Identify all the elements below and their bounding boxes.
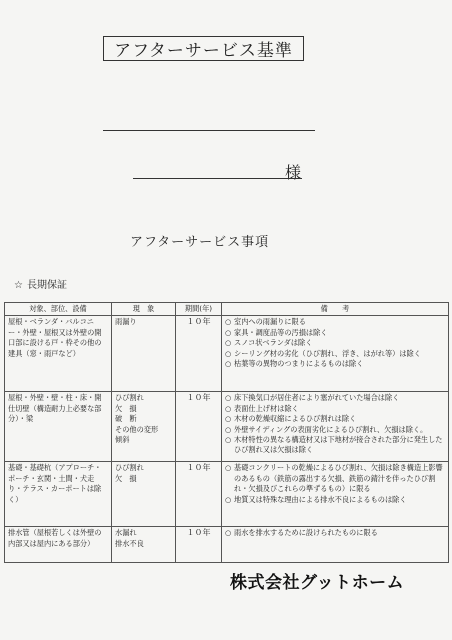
section-heading bbox=[14, 276, 67, 291]
circle-bullet-icon: ○ bbox=[225, 403, 232, 413]
table-row bbox=[5, 527, 449, 563]
row-period: １０年 bbox=[176, 527, 222, 563]
note-item bbox=[225, 435, 445, 456]
row-notes bbox=[222, 392, 449, 462]
header-period: 期間(年) bbox=[176, 303, 222, 316]
circle-bullet-icon: ○ bbox=[225, 348, 232, 358]
section-label: 長期保証 bbox=[26, 280, 67, 291]
header-phenomenon: 現 象 bbox=[112, 303, 176, 316]
honorific: 様 bbox=[285, 163, 302, 182]
table-header-row bbox=[5, 303, 449, 316]
header-target: 対象、部位、設備 bbox=[5, 303, 112, 316]
header-notes: 備 考 bbox=[222, 303, 449, 316]
table-row bbox=[5, 316, 449, 392]
customer-name-line bbox=[133, 178, 302, 179]
note-text: 床下換気口が居住者により塞がれていた場合は除く bbox=[234, 393, 400, 403]
phenomenon-item: 欠 損 bbox=[115, 403, 137, 413]
note-item bbox=[225, 338, 445, 348]
row-target: 排水管（屋根若しくは外壁の内部又は屋内にある部分） bbox=[5, 527, 112, 563]
row-period: １０年 bbox=[176, 462, 222, 527]
document-title bbox=[103, 36, 304, 61]
note-text: 地質又は特殊な理由による排水不良によるものは除く bbox=[234, 494, 407, 504]
row-phenomena bbox=[112, 462, 176, 527]
phenomenon-item: 水漏れ bbox=[115, 528, 137, 538]
circle-bullet-icon: ○ bbox=[225, 424, 232, 434]
row-period: １０年 bbox=[176, 316, 222, 392]
circle-bullet-icon: ○ bbox=[225, 359, 232, 369]
phenomenon-item: 傾斜 bbox=[115, 435, 130, 445]
note-item bbox=[225, 393, 445, 403]
note-item bbox=[225, 317, 445, 327]
circle-bullet-icon: ○ bbox=[225, 393, 232, 403]
phenomenon-item: ひび割れ bbox=[115, 393, 144, 403]
row-target: 屋根・ベランダ・バルコニー・外壁・屋根又は外壁の開口部に設ける戸・枠その他の建具（窓・雨戸など） bbox=[5, 316, 112, 392]
circle-bullet-icon: ○ bbox=[225, 494, 232, 504]
note-item bbox=[225, 404, 445, 414]
phenomenon-item: 欠 損 bbox=[115, 473, 137, 483]
note-text: シーリング材の劣化（ひび割れ、浮き、はがれ等）は除く bbox=[234, 348, 421, 358]
note-text: 基礎コンクリートの乾燥によるひび割れ、欠損は除き構造上影響のあるもの（鉄筋の露出する欠損、鉄筋の錆汁を伴ったひび割れ・欠損及びこれらの準ずるもの）に限る bbox=[234, 463, 443, 494]
table-row bbox=[5, 462, 449, 527]
note-item bbox=[225, 359, 445, 369]
row-notes bbox=[222, 527, 449, 563]
circle-bullet-icon: ○ bbox=[225, 435, 232, 445]
warranty-table bbox=[4, 302, 449, 563]
row-phenomena bbox=[112, 316, 176, 392]
company-name: 株式会社グットホーム bbox=[230, 573, 405, 593]
row-period: １０年 bbox=[176, 392, 222, 462]
circle-bullet-icon: ○ bbox=[225, 327, 232, 337]
note-text: 室内への雨漏りに限る bbox=[234, 317, 306, 327]
phenomenon-item: 破 断 bbox=[115, 414, 137, 424]
title-text: アフターサービス基準 bbox=[114, 41, 293, 61]
row-phenomena bbox=[112, 527, 176, 563]
row-target: 基礎・基礎杭（アプローチ・ポーチ・玄関・土間・犬走り・テラス・カーポートは除く） bbox=[5, 462, 112, 527]
note-text: 枯葉等の異物のつまりによるものは除く bbox=[234, 359, 364, 369]
phenomenon-item: 排水不良 bbox=[115, 538, 144, 548]
note-item bbox=[225, 463, 445, 494]
note-item bbox=[225, 349, 445, 359]
note-text: スノコ状ベランダは除く bbox=[234, 338, 313, 348]
note-text: 木材の乾燥収縮によるひび割れは除く bbox=[234, 414, 357, 424]
note-text: 家具・調度品等の汚損は除く bbox=[234, 327, 328, 337]
phenomenon-item: ひび割れ bbox=[115, 463, 144, 473]
note-item bbox=[225, 425, 445, 435]
note-item bbox=[225, 414, 445, 424]
table-row bbox=[5, 392, 449, 462]
circle-bullet-icon: ○ bbox=[225, 317, 232, 327]
circle-bullet-icon: ○ bbox=[225, 463, 232, 473]
phenomenon-item: 雨漏り bbox=[115, 317, 137, 327]
phenomenon-item: その他の変形 bbox=[115, 424, 159, 434]
row-notes bbox=[222, 462, 449, 527]
note-text: 表面仕上げ材は除く bbox=[234, 403, 299, 413]
star-icon: ☆ bbox=[14, 280, 23, 291]
note-item bbox=[225, 328, 445, 338]
note-text: 木材特性の異なる構造材又は下地材が接合された部分に発生したひび割れ又は欠損は除く bbox=[234, 435, 443, 455]
circle-bullet-icon: ○ bbox=[225, 414, 232, 424]
note-text: 外壁サイディングの表面劣化によるひび割れ、欠損は除く。 bbox=[234, 424, 428, 434]
circle-bullet-icon: ○ bbox=[225, 528, 232, 538]
blank-line-1 bbox=[103, 130, 315, 131]
row-phenomena bbox=[112, 392, 176, 462]
circle-bullet-icon: ○ bbox=[225, 338, 232, 348]
note-item bbox=[225, 495, 445, 505]
row-target: 屋根・外壁・壁・柱・床・開仕切壁（構造耐力上必要な部分）・梁 bbox=[5, 392, 112, 462]
subtitle: アフターサービス事項 bbox=[130, 235, 270, 250]
note-item bbox=[225, 528, 445, 538]
row-notes bbox=[222, 316, 449, 392]
note-text: 雨水を排水するために設けられたものに限る bbox=[234, 528, 378, 538]
